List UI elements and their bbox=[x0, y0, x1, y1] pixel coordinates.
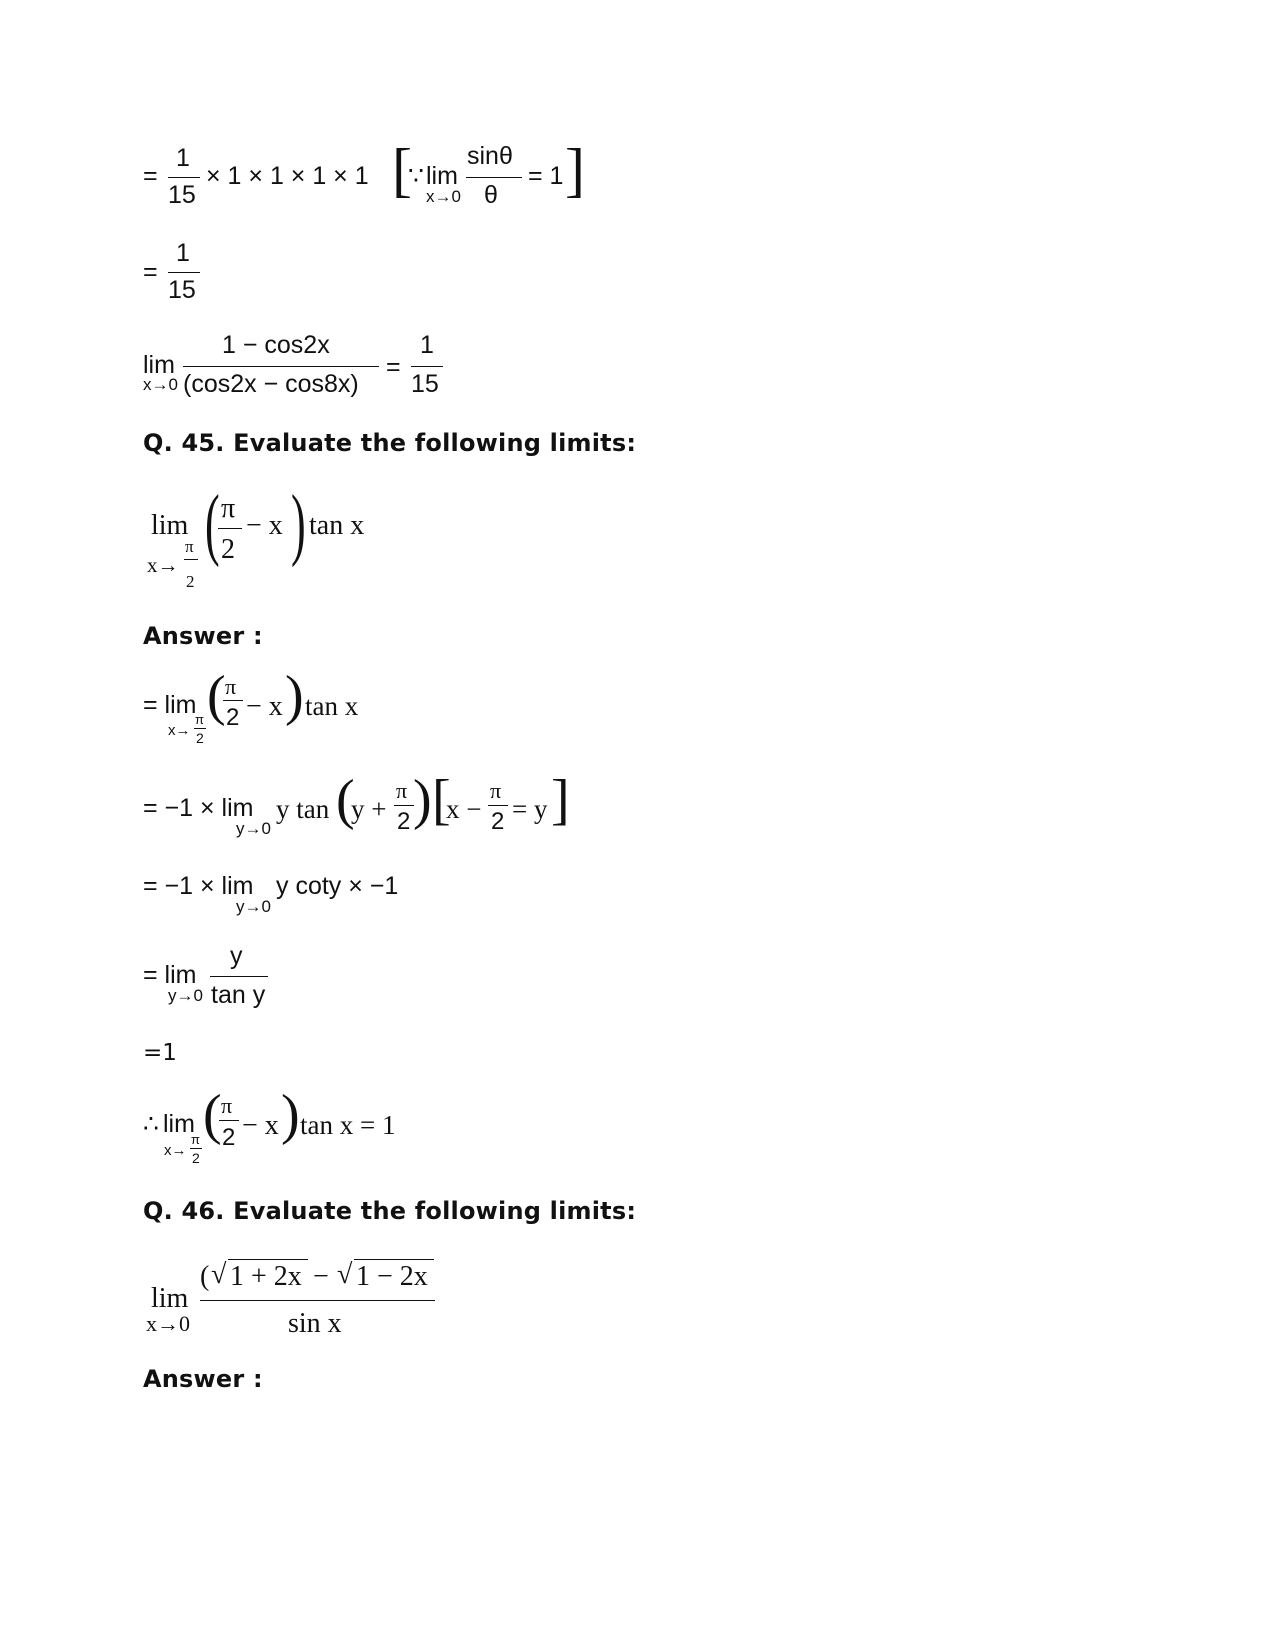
pi-numerator: π bbox=[225, 674, 237, 699]
sin-theta-numerator: sinθ bbox=[467, 142, 513, 170]
equals-minus-one-times-lim: = −1 × lim bbox=[143, 794, 254, 822]
equals-lim: = lim bbox=[143, 961, 197, 989]
product-expression: × 1 × 1 × 1 × 1 bbox=[206, 162, 369, 190]
lim-subscript: y→0 bbox=[236, 819, 271, 838]
fraction-denominator: 15 bbox=[168, 276, 196, 304]
radicand-2: 1 − 2x bbox=[356, 1261, 428, 1292]
fraction-bar bbox=[168, 272, 200, 273]
fraction-bar bbox=[488, 805, 508, 806]
equals-sign: = bbox=[143, 162, 158, 190]
lim-word: lim bbox=[163, 1110, 195, 1138]
fraction-bar bbox=[218, 528, 242, 529]
fraction-bar bbox=[184, 559, 198, 560]
lim-subscript: x→0 bbox=[143, 375, 178, 394]
radical-bar bbox=[228, 1259, 308, 1260]
x-minus: x − bbox=[446, 794, 482, 824]
fraction-bar bbox=[411, 366, 443, 367]
question-45-heading: Q. 45. Evaluate the following limits: bbox=[143, 429, 637, 457]
tan-x: tan x bbox=[309, 510, 365, 541]
two-denominator: 2 bbox=[221, 534, 235, 565]
open-paren: ( bbox=[200, 1261, 210, 1292]
minus-x: − x bbox=[242, 1110, 279, 1141]
right-paren: ) bbox=[281, 1084, 300, 1146]
fraction-bar bbox=[200, 1300, 435, 1301]
lim-subscript-x: x→ bbox=[168, 722, 191, 739]
pi-numerator: π bbox=[490, 778, 502, 803]
left-bracket: [ bbox=[392, 137, 412, 203]
answer-label: Answer : bbox=[143, 1365, 263, 1393]
fraction-denominator: (cos2x − cos8x) bbox=[183, 370, 359, 398]
lim-subscript-2: 2 bbox=[192, 1150, 200, 1166]
equals-sign: = bbox=[143, 258, 158, 286]
fraction-bar bbox=[394, 805, 414, 806]
fraction-numerator: y bbox=[230, 942, 243, 970]
fraction-bar bbox=[210, 976, 268, 977]
fraction-denominator: 15 bbox=[168, 181, 196, 209]
right-paren: ) bbox=[413, 769, 432, 831]
two-denominator: 2 bbox=[222, 1124, 236, 1151]
equals-lim: = lim bbox=[143, 691, 197, 719]
equals-sign: = bbox=[386, 353, 401, 381]
lim-subscript-2: 2 bbox=[196, 730, 204, 746]
lim-subscript: y→0 bbox=[168, 986, 203, 1005]
lim-word: lim bbox=[151, 510, 189, 541]
radical-bar bbox=[354, 1259, 434, 1260]
because-symbol: ∵ bbox=[408, 162, 424, 190]
right-paren: ) bbox=[285, 665, 304, 727]
radicand-1: 1 + 2x bbox=[230, 1261, 302, 1292]
fraction-bar bbox=[183, 366, 379, 367]
equals-one: = 1 bbox=[528, 162, 564, 190]
right-paren: ) bbox=[290, 480, 306, 568]
lim-subscript-2: 2 bbox=[186, 572, 195, 591]
minus-sign: − bbox=[313, 1261, 329, 1292]
minus-x: − x bbox=[246, 510, 283, 541]
lim-subscript-pi: π bbox=[185, 537, 194, 556]
right-bracket: ] bbox=[565, 137, 585, 203]
right-bracket: ] bbox=[551, 769, 570, 831]
lim-subscript: x→0 bbox=[426, 187, 461, 206]
lim-subscript: x→0 bbox=[146, 1311, 190, 1336]
fraction-numerator: 1 bbox=[176, 239, 190, 267]
therefore-symbol: ∴ bbox=[143, 1110, 159, 1138]
left-paren: ( bbox=[336, 769, 355, 831]
fraction-numerator: 1 − cos2x bbox=[222, 331, 330, 359]
equals-minus-one-times-lim: = −1 × lim bbox=[143, 872, 254, 900]
result-numerator: 1 bbox=[420, 331, 434, 359]
pi-numerator: π bbox=[221, 1093, 233, 1118]
fraction-bar bbox=[190, 1148, 202, 1149]
tan-x-equals-one: tan x = 1 bbox=[300, 1110, 396, 1140]
left-paren: ( bbox=[203, 1084, 222, 1146]
question-46-heading: Q. 46. Evaluate the following limits: bbox=[143, 1197, 637, 1225]
two-denominator: 2 bbox=[397, 808, 411, 835]
answer-label: Answer : bbox=[143, 622, 263, 650]
left-paren: ( bbox=[207, 665, 226, 727]
fraction-bar bbox=[466, 177, 522, 178]
lim-word: lim bbox=[143, 351, 175, 379]
y-cot-y-times-minus-one: y coty × −1 bbox=[276, 872, 399, 900]
fraction-denominator: tan y bbox=[211, 981, 266, 1009]
fraction-bar bbox=[168, 177, 200, 178]
y-tan: y tan bbox=[276, 794, 330, 824]
lim-subscript-x: x→ bbox=[147, 553, 179, 577]
y-plus: y + bbox=[351, 794, 387, 824]
radical-sign: √ bbox=[337, 1259, 353, 1290]
answer-45-step-5: =1 bbox=[143, 1040, 177, 1066]
minus-x: − x bbox=[246, 691, 283, 722]
lim-subscript: y→0 bbox=[236, 897, 271, 916]
radical-sign: √ bbox=[211, 1259, 227, 1290]
fraction-numerator: 1 bbox=[176, 144, 190, 172]
pi-numerator: π bbox=[221, 493, 236, 524]
sin-x-denominator: sin x bbox=[288, 1308, 342, 1339]
lim-subscript-x: x→ bbox=[164, 1142, 187, 1159]
lim-subscript-pi: π bbox=[195, 712, 204, 727]
lim-subscript-pi: π bbox=[191, 1132, 200, 1147]
fraction-bar bbox=[194, 728, 206, 729]
two-denominator: 2 bbox=[491, 808, 505, 835]
result-denominator: 15 bbox=[411, 370, 439, 398]
left-paren: ( bbox=[204, 480, 220, 568]
lim-word: lim bbox=[151, 1283, 189, 1314]
lim-word: lim bbox=[426, 162, 458, 190]
pi-numerator: π bbox=[396, 778, 408, 803]
fraction-bar bbox=[223, 700, 243, 701]
tan-x: tan x bbox=[305, 691, 359, 721]
left-bracket: [ bbox=[432, 769, 451, 831]
two-denominator: 2 bbox=[226, 704, 240, 731]
theta-denominator: θ bbox=[484, 181, 498, 209]
fraction-bar bbox=[219, 1120, 239, 1121]
equals-y: = y bbox=[512, 794, 548, 824]
